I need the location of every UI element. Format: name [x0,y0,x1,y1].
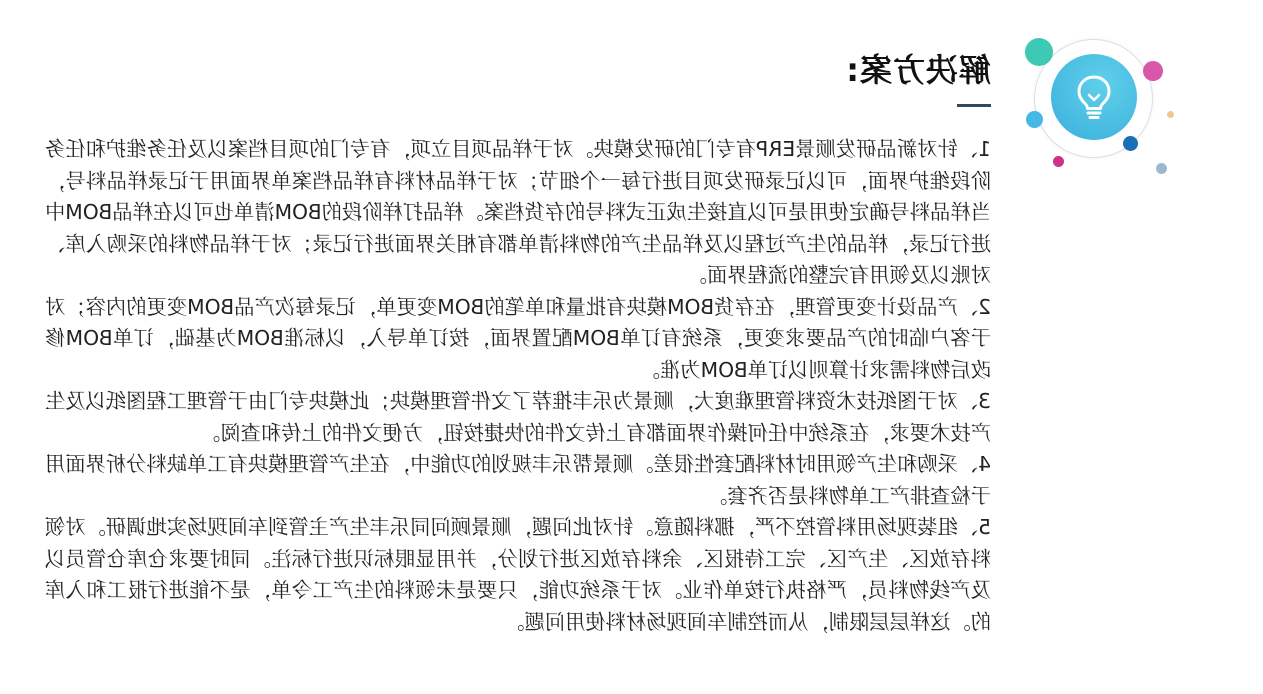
solution-text [45,134,991,638]
title-underline [957,104,991,107]
decor-dot-orange [1167,111,1174,118]
decor-dot-lightblue [1026,111,1043,128]
paragraph-1: 1、针对新品研发顺景ERP有专门的研发模块。对于样品项目立项，有专门的项目档案以及任务维护和任务阶段维护界面，可以记录研发项目进行每一个细节；对于样品材料有样品档案单界面用于记录样品料号，当样品料号确定使用是可以直接生成正式料号的存货档案。样品打样阶段的BOM清单也可以在样品BOM中进行记录，样品的生产过程以及样品生产的物料清单都有相关界面进行记录；对于样品物料的采购入库、对账以及领用有完整的流程界面。 [45,137,991,287]
decor-dot-magenta [1053,156,1064,167]
badge-core [1051,54,1137,140]
decor-dot-gray [1156,163,1167,174]
decor-dot-pink [1143,61,1163,81]
paragraph-3: 3、对于图纸技术资料管理难度大，顺景为乐丰推荐了文件管理模块；此模块专门由于管理工程图纸以及生产技术要求，在系统中任何操作界面都有上传文件的快捷按钮，方便文件的上传和查阅。 [45,389,991,445]
page-title: 解决方案: [845,51,991,89]
decor-dot-blue [1123,136,1138,151]
paragraph-4: 4、采购和生产领用时材料配套性很差。顺景帮乐丰规划的功能中，在生产管理模块有工单缺料分析界面用于检查排产工单物料是否齐套。 [45,452,991,508]
paragraph-5: 5、组装现场用料管控不严，挪料随意。针对此问题，顺景顾问同乐丰生产主管到车间现场实地调研。对领料存放区、生产区、完工待报区、余料存放区进行划分，并用显眼标识进行标注。同时要求仓库仓管员以及产线物料员，严格执行按单作业。对于系统功能，只要是未领料的生产工令单，是不能进行报工和入库的。这样层层限制，从而控制车间现场材料使用问题。 [45,515,991,634]
decor-dot-teal [1025,38,1053,66]
idea-badge [1030,36,1180,176]
lightbulb-icon [1074,73,1114,121]
paragraph-2: 2、产品设计变更管理，在存货BOM模块有批量和单笔的BOM变更单，记录每次产品BOM变更的内容；对于客户临时的产品要求变更，系统有订单BOM配置界面，按订单导入，以标准BOM为基础，订单BOM修改后物料需求计算则以订单BOM为准。 [45,294,991,382]
